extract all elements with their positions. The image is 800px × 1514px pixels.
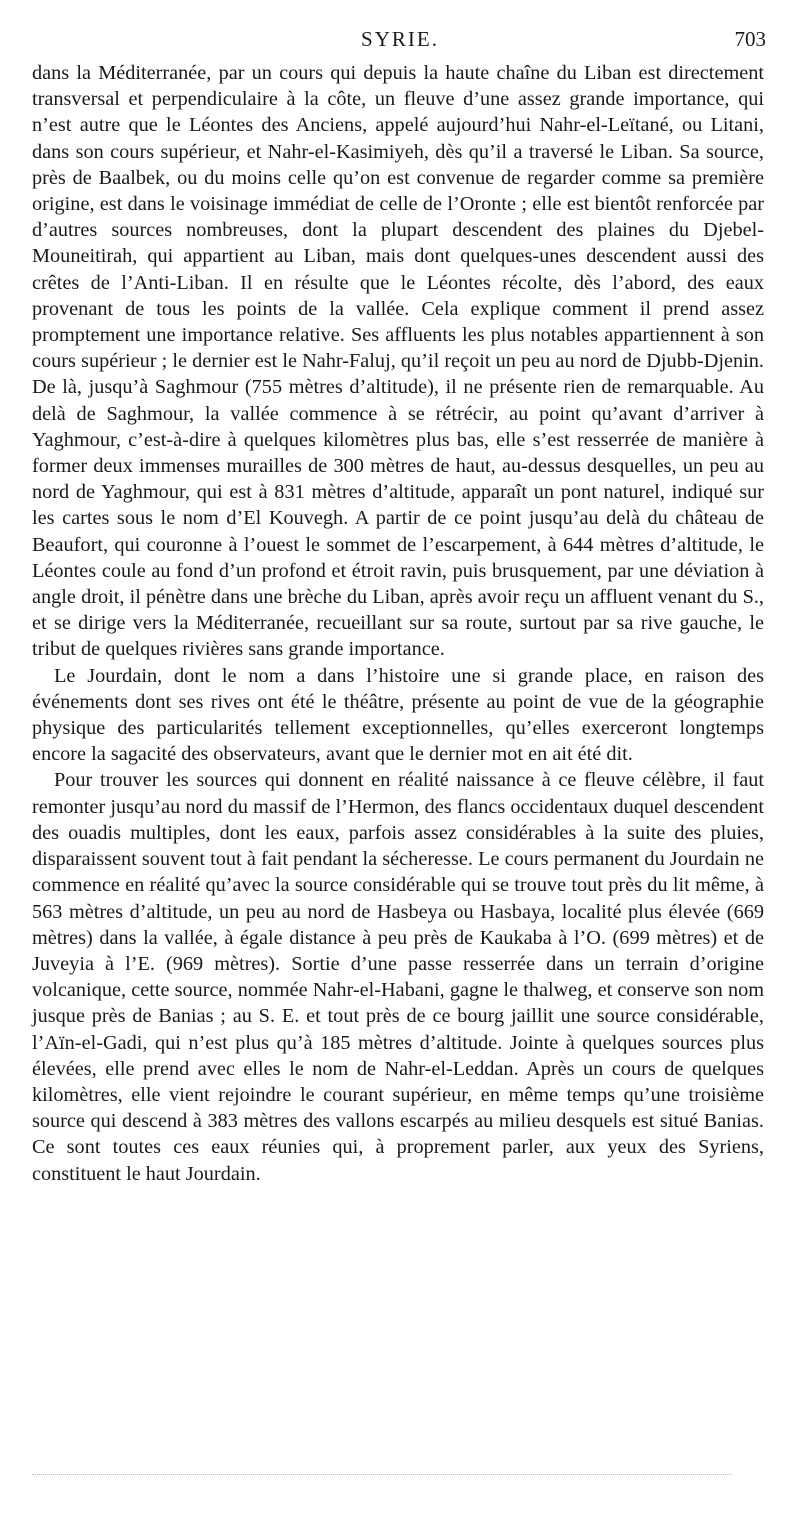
page-number: 703 [734, 27, 766, 51]
paragraph-leontes: dans la Méditerranée, par un cours qui depuis la haute chaîne du Liban est directement transversal et perpendiculaire à la côte, un fleuve d’une assez grande importance, qui n’est autre que le Léontes des Anciens, appelé aujourd’hui Nahr-el-Leïtané, ou Litani, dans son cours supérieur, et Nahr-el-Kasimiyeh, dès qu’il a traversé le Liban. Sa source, près de Baalbek, ou du moins celle qu’on est convenue de regarder comme sa première origine, est dans le voisinage immédiat de celle de l’Oronte ; elle est bientôt renforcée par d’autres sources nombreuses, dont la plupart descendent des plaines du Djebel-Mouneitirah, qui appartient au Liban, mais dont quelques-unes descendent aussi des crêtes de l’Anti-Liban. Il en résulte que le Léontes récolte, dès l’abord, des eaux provenant de tous les points de la vallée. Cela explique comment il prend assez promptement une importance relative. Ses affluents les plus notables appartiennent à son cours supérieur ; le dernier est le Nahr-Faluj, qu’il reçoit un peu au nord de Djubb-Djenin. De là, jusqu’à Saghmour (755 mètres d’altitude), il ne présente rien de remarquable. Au delà de Saghmour, la vallée commence à se rétrécir, au point qu’avant d’arriver à Yaghmour, c’est-à-dire à quelques kilomètres plus bas, elle s’est resserrée de manière à former deux immenses murailles de 300 mètres de haut, au-dessus desquelles, un peu au nord de Yaghmour, qui est à 831 mètres d’altitude, apparaît un pont naturel, indiqué sur les cartes sous le nom d’El Kouvegh. A partir de ce point jusqu’au delà du château de Beaufort, qui couronne à l’ouest le sommet de l’escarpement, à 644 mètres d’altitude, le Léontes coule au fond d’un profond et étroit ravin, puis brusquement, par une déviation à angle droit, il pénètre dans une brèche du Liban, après avoir reçu un affluent venant du S., et se dirige vers la Méditerranée, recueillant sur sa route, surtout par sa rive gauche, le tribut de quelques rivières sans grande importance. [32, 62, 764, 661]
running-title: SYRIE. [361, 27, 439, 51]
paragraph-jourdain-intro: Le Jourdain, dont le nom a dans l’histoire une si grande place, en raison des événements dont ses rives ont été le théâtre, présente au point de vue de la géographie physique des particularités tellement exceptionnelles, qu’elles exerceront longtemps encore la sagacité des observateurs, avant que le dernier mot en ait été dit. [32, 664, 764, 766]
body-text [32, 60, 764, 1187]
running-head [32, 24, 768, 54]
bottom-rule [32, 1474, 732, 1475]
paragraph-jourdain-sources: Pour trouver les sources qui donnent en réalité naissance à ce fleuve célèbre, il faut remonter jusqu’au nord du massif de l’Hermon, des flancs occidentaux duquel descendent des ouadis multiples, dont les eaux, parfois assez considérables à la suite des pluies, disparaissent souvent tout à fait pendant la sécheresse. Le cours permanent du Jourdain ne commence en réalité qu’avec la source considérable qui se trouve tout près du lit même, à 563 mètres d’altitude, un peu au nord de Hasbeya ou Hasbaya, localité plus élevée (669 mètres) dans la vallée, à égale distance à peu près de Kaukaba à l’O. (699 mètres) et de Juveyia à l’E. (969 mètres). Sortie d’une passe resserrée dans un terrain d’origine volcanique, cette source, nommée Nahr-el-Habani, gagne le thalweg, et conserve son nom jusque près de Banias ; au S. E. et tout près de ce bourg jaillit une source considérable, l’Aïn-el-Gadi, qui n’est plus qu’à 185 mètres d’altitude. Jointe à quelques sources plus élevées, elle prend avec elles le nom de Nahr-el-Leddan. Après un cours de quelques kilomètres, elle vient rejoindre le courant supérieur, en même temps qu’une troisième source qui descend à 383 mètres des vallons escarpés au milieu desquels est situé Banias. Ce sont toutes ces eaux réunies qui, à proprement parler, aux yeux des Syriens, constituent le haut Jourdain. [32, 769, 764, 1185]
